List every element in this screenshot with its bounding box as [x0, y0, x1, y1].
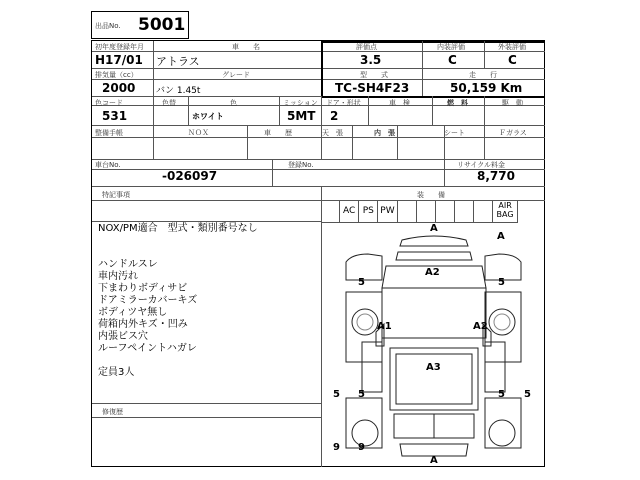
history-label: 車 歴 — [264, 129, 292, 137]
recycle-label: リサイクル料金 — [457, 161, 506, 169]
manual-label: 整備手帳 — [95, 129, 123, 137]
lot-number: 5001 — [138, 15, 186, 35]
remark-item: ボディツヤ無し — [98, 307, 168, 318]
displacement-value: 2000 — [102, 81, 136, 95]
model-label: 型 式 — [360, 71, 388, 79]
equip-ac: AC — [340, 200, 359, 222]
remark-item — [98, 355, 197, 367]
year-value: H17/01 — [95, 53, 143, 67]
score-label: 評価点 — [356, 43, 377, 51]
equip-slot — [436, 200, 455, 222]
remarks-label: 特記事項 — [102, 191, 130, 199]
mileage-label: 走 行 — [469, 71, 497, 79]
lot-label: 出品No. — [95, 22, 121, 30]
sunroof-label: 天 張 — [322, 129, 343, 137]
interior-label: 内装評価 — [437, 43, 465, 51]
color-label: 色 — [230, 99, 237, 107]
mark-rear-right-5: 5 — [498, 389, 505, 400]
equip-slot — [455, 200, 474, 222]
inspection-sheet — [91, 40, 545, 467]
mark-spare-out-9: 9 — [333, 442, 340, 453]
mark-right-a2: A2 — [473, 321, 488, 332]
fuel-label: 燃 料 — [447, 99, 468, 107]
transmission-label: ミッション — [283, 99, 318, 107]
equipment-grid — [321, 200, 518, 223]
mark-box-a3: A3 — [426, 362, 441, 373]
grade-value: バン 1.45t — [156, 86, 201, 96]
color-code-value: 531 — [102, 109, 128, 123]
drive-label: 駆 動 — [502, 99, 523, 107]
equipment-label: 装 備 — [417, 191, 445, 199]
grade-label: グレード — [222, 71, 250, 79]
repair-label: 修復歴 — [102, 408, 123, 416]
doors-value: 2 — [330, 109, 339, 123]
fglass-label: Ｆガラス — [499, 129, 527, 137]
doors-label: ドア・形状 — [326, 99, 361, 107]
recycle-value: 8,770 — [477, 169, 515, 183]
exterior-label: 外装評価 — [498, 43, 526, 51]
trim-label: 内 張 — [374, 129, 395, 137]
displacement-label: 排気量（cc） — [95, 71, 138, 79]
remark-item: ドアミラーカバーキズ — [98, 295, 198, 306]
chassis-label: 車台No. — [95, 161, 121, 169]
color-value: ホワイト — [192, 112, 224, 121]
chassis-value: -026097 — [162, 169, 218, 183]
remark-item: 内張ビス穴 — [98, 331, 148, 342]
score-value: 3.5 — [360, 53, 382, 67]
transmission-value: 5MT — [287, 109, 316, 123]
mark-rear-right-out-5: 5 — [524, 389, 531, 400]
mark-spare-9: 9 — [358, 442, 365, 453]
mark-rear-left-out-5: 5 — [333, 389, 340, 400]
remarks-list — [98, 259, 197, 379]
mileage-value: 50,159 Km — [450, 81, 523, 95]
mark-left-5: 5 — [358, 277, 365, 288]
equip-slot — [398, 200, 417, 222]
remark-item: 定員3人 — [98, 367, 135, 378]
remark-item: ルーフペイントハガレ — [98, 343, 197, 354]
mark-right-5: 5 — [498, 277, 505, 288]
exterior-value: C — [508, 53, 517, 67]
mark-left-a1: A1 — [377, 321, 392, 332]
equip-slot — [474, 200, 493, 222]
nox-label: ＮＯＸ — [188, 129, 209, 137]
vehicle-diagram — [322, 222, 545, 467]
remark-item: ハンドルスレ — [98, 259, 158, 270]
equip-ps: PS — [359, 200, 378, 222]
year-label: 初年度登録年月 — [95, 43, 144, 51]
mark-rear-a: A — [430, 455, 438, 466]
mark-right-a: A — [497, 231, 505, 242]
color-code-label: 色コード — [95, 99, 123, 107]
remark-item: 車内汚れ — [98, 271, 138, 282]
mark-front-a: A — [430, 223, 438, 234]
lot-box — [91, 11, 189, 39]
remark-item: 荷箱内外キズ・凹み — [98, 319, 188, 330]
equip-pw: PW — [378, 200, 397, 222]
interior-value: C — [448, 53, 457, 67]
model-value: TC-SH4F23 — [335, 81, 410, 95]
equip-slot — [417, 200, 436, 222]
equip-airbag: AIR BAG — [496, 201, 514, 219]
mark-hood-a2: A2 — [425, 267, 440, 278]
color-change-label: 色替 — [162, 99, 176, 107]
car-name-label: 車 名 — [232, 43, 260, 51]
mark-rear-left-5: 5 — [358, 389, 365, 400]
equip-slot — [321, 200, 340, 222]
inspection-label: 車 検 — [389, 99, 410, 107]
seat-label: シート — [444, 129, 465, 137]
car-name-value: アトラス — [156, 55, 200, 68]
reg-label: 登録No. — [288, 161, 314, 169]
remarks-line1: NOX/PM適合 型式・類別番号なし — [98, 223, 258, 234]
remark-item: 下まわりボディサビ — [98, 283, 188, 294]
